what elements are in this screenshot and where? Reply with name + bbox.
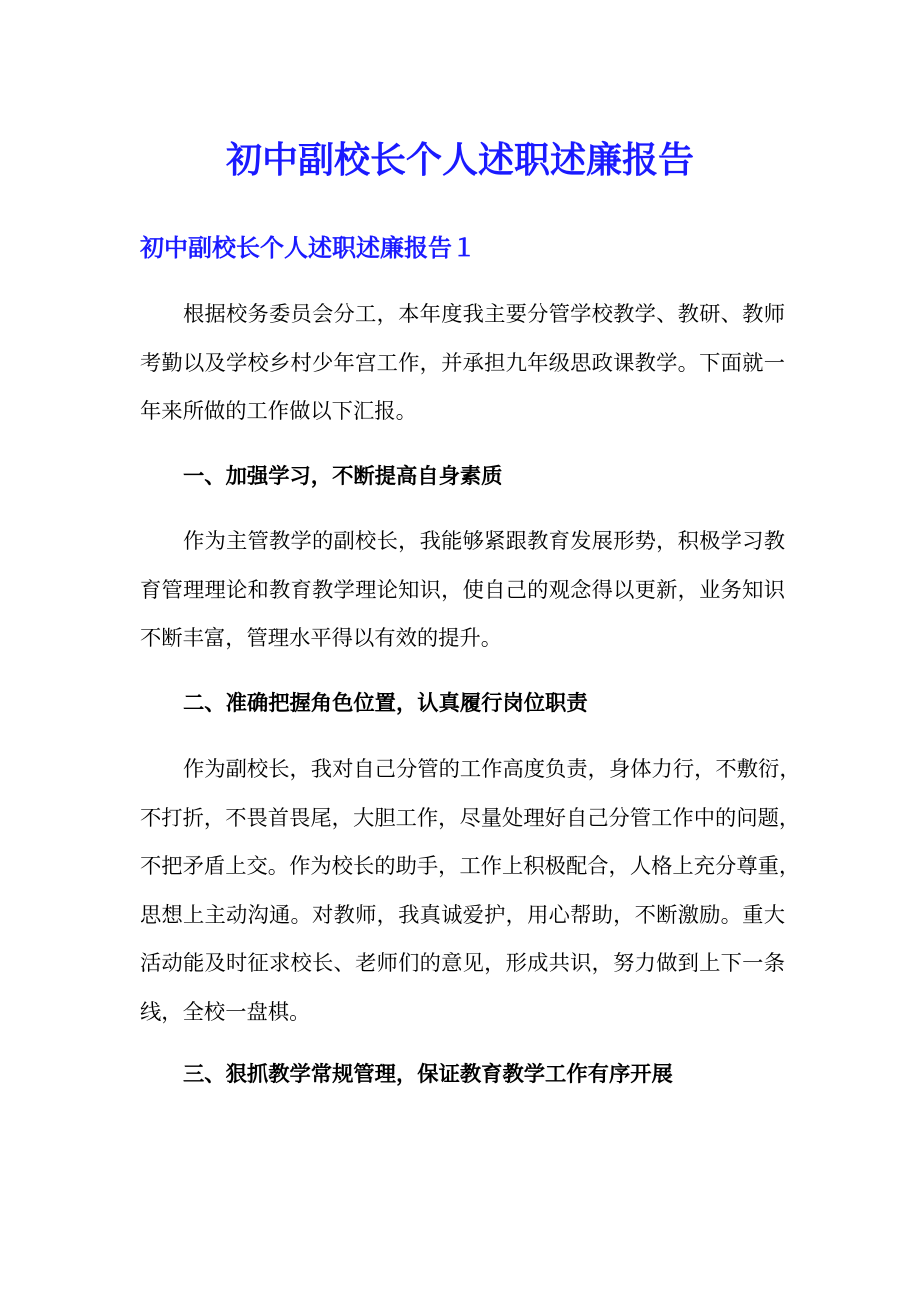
paragraph-line: 线，全校一盘棋。	[140, 999, 311, 1025]
paragraph-line: 作为主管教学的副校长，我能够紧跟教育发展形势，积极学习教	[183, 529, 785, 554]
paragraph-line: 年来所做的工作做以下汇报。	[140, 399, 417, 424]
paragraph-line: 活动能及时征求校长、老师们的意见，形成共识，努力做到上下一条	[140, 951, 785, 976]
heading-1: 一、加强学习，不断提高自身素质	[183, 464, 503, 489]
paragraph-line: 作为副校长，我对自己分管的工作高度负责，身体力行，不敷衍，	[183, 757, 801, 782]
heading-2: 二、准确把握角色位置，认真履行岗位职责	[183, 691, 588, 716]
section-title: 初中副校长个人述职述廉报告１	[140, 233, 476, 262]
document-title: 初中副校长个人述职述廉报告	[225, 139, 694, 181]
paragraph-line: 不打折，不畏首畏尾，大胆工作，尽量处理好自己分管工作中的问题，	[140, 805, 801, 831]
paragraph-line: 不断丰富，管理水平得以有效的提升。	[140, 626, 503, 651]
paragraph-line: 不把矛盾上交。作为校长的助手，工作上积极配合，人格上充分尊重，	[140, 854, 801, 879]
paragraph-line: 思想上主动沟通。对教师，我真诚爱护，用心帮助，不断激励。重大	[140, 902, 785, 928]
paragraph-1	[140, 291, 785, 437]
paragraph-line: 根据校务委员会分工，本年度我主要分管学校教学、教研、教师	[183, 302, 785, 327]
paragraph-3	[140, 746, 801, 1037]
paragraph-line: 育管理理论和教育教学理论知识，使自己的观念得以更新，业务知识	[140, 577, 785, 603]
heading-3: 三、狠抓教学常规管理，保证教育教学工作有序开展	[183, 1062, 673, 1087]
paragraph-2	[140, 518, 785, 664]
paragraph-line: 考勤以及学校乡村少年宫工作，并承担九年级思政课教学。下面就一	[140, 350, 785, 376]
